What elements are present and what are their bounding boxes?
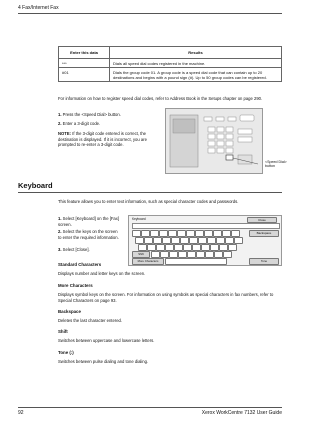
key[interactable]: [144, 237, 153, 244]
key[interactable]: [153, 237, 162, 244]
key[interactable]: [135, 237, 144, 244]
key[interactable]: [210, 244, 219, 251]
step-text: Select the keys on the screen to enter the required information.: [58, 229, 119, 240]
subsection-title: Backspace: [58, 309, 81, 314]
step-2: [58, 121, 158, 127]
key[interactable]: [178, 251, 187, 258]
key[interactable]: [186, 230, 195, 237]
subsection-text: Displays number and letter keys on the screen.: [58, 271, 146, 276]
tone-button[interactable]: Tone: [249, 258, 279, 265]
subsection-text: Switches between uppercase and lowercase letters.: [58, 338, 155, 343]
subsection-text: Displays symbol keys on the screen. For information on using symbols as special characters in fax numbers, refer to Special Characters on page 93.: [58, 292, 274, 303]
key[interactable]: [180, 237, 189, 244]
key[interactable]: [234, 237, 243, 244]
page-number: 92: [18, 410, 24, 416]
key[interactable]: [132, 230, 141, 237]
space-bar[interactable]: [165, 258, 227, 265]
kb-step-1: [58, 216, 122, 227]
section-title-keyboard: Keyboard: [18, 181, 53, 190]
shift-button[interactable]: Shift: [132, 251, 150, 258]
key[interactable]: [156, 244, 165, 251]
key[interactable]: [213, 230, 222, 237]
key[interactable]: [160, 251, 169, 258]
key[interactable]: [231, 230, 240, 237]
step-text: Select [Keyboard] on the [Fax] screen.: [58, 216, 120, 227]
step-number: 2.: [58, 229, 62, 234]
table-header-results: Results: [110, 47, 282, 59]
intro-paragraph: For information on how to register speed dial codes, refer to Address Book in the Setups chapter on page 290.: [58, 96, 263, 101]
key[interactable]: [192, 244, 201, 251]
table-cell-data: #01: [59, 68, 110, 82]
text-entry-field[interactable]: [132, 223, 280, 229]
key[interactable]: [187, 251, 196, 258]
subsection-title: Tone (:): [58, 350, 74, 355]
backspace-button[interactable]: Backspace: [249, 230, 279, 237]
key[interactable]: [222, 230, 231, 237]
key[interactable]: [228, 244, 237, 251]
control-panel-illustration: [166, 109, 262, 173]
key[interactable]: [174, 244, 183, 251]
table-header-row: [59, 47, 282, 59]
key[interactable]: [168, 230, 177, 237]
key[interactable]: [151, 251, 160, 258]
step-text: Press the <Speed Dial> button.: [62, 112, 121, 117]
control-panel-figure: [165, 108, 263, 174]
more-characters-button[interactable]: More Characters: [132, 258, 164, 265]
subsection-title: More Characters: [58, 283, 93, 288]
subsection-text: Switches between pulse dialing and tone dialing.: [58, 359, 149, 364]
step-number: 3.: [58, 247, 62, 252]
key[interactable]: [207, 237, 216, 244]
step-text: Select [Close].: [62, 247, 90, 252]
key[interactable]: [177, 230, 186, 237]
speed-dial-callout: <Speed Dial> button: [265, 160, 287, 168]
guide-title: Xerox WorkCentre 7132 User Guide: [201, 410, 282, 416]
key[interactable]: [138, 244, 147, 251]
table-header-data: Enter this data: [59, 47, 110, 59]
table-cell-result: Dials the group code 01. A group code is a speed dial code that can contain up to 20 destinations and begins with a pound sign (#). Up to 50 group codes can be registered.: [110, 68, 282, 82]
table-cell-result: Dials all speed dial codes registered in the machine.: [110, 59, 282, 68]
key[interactable]: [223, 251, 232, 258]
key[interactable]: [225, 237, 234, 244]
step-text: Enter a 3-digit code.: [62, 121, 101, 126]
key[interactable]: [189, 237, 198, 244]
subsection-title: Shift: [58, 329, 68, 334]
table-cell-data: ***: [59, 59, 110, 68]
step-number: 2.: [58, 121, 62, 126]
note-label: NOTE:: [58, 131, 72, 136]
step-1: [58, 112, 158, 118]
results-table: [58, 46, 282, 82]
step-number: 1.: [58, 112, 62, 117]
key[interactable]: [214, 251, 223, 258]
kb-step-2: [58, 229, 122, 240]
key[interactable]: [204, 230, 213, 237]
key[interactable]: [147, 244, 156, 251]
step-number: 1.: [58, 216, 62, 221]
key[interactable]: [169, 251, 178, 258]
key[interactable]: [196, 251, 205, 258]
subsection-title: Standard Characters: [58, 262, 102, 267]
key[interactable]: [165, 244, 174, 251]
kb-step-3: [58, 247, 122, 253]
footer-rule: [18, 407, 282, 408]
subsection-text: Deletes the last character entered.: [58, 318, 123, 323]
table-row: [59, 68, 282, 82]
key[interactable]: [150, 230, 159, 237]
running-header: 4 Fax/Internet Fax: [18, 5, 59, 11]
key[interactable]: [162, 237, 171, 244]
key[interactable]: [141, 230, 150, 237]
header-rule: [18, 13, 282, 14]
keyboard-screen-figure: [128, 215, 282, 266]
key[interactable]: [216, 237, 225, 244]
key[interactable]: [219, 244, 228, 251]
close-button[interactable]: Close: [247, 217, 277, 223]
key[interactable]: [159, 230, 168, 237]
key[interactable]: [195, 230, 204, 237]
key[interactable]: [205, 251, 214, 258]
key[interactable]: [183, 244, 192, 251]
keyboard-intro: This feature allows you to enter text information, such as special character codes and passwords.: [58, 199, 239, 204]
key[interactable]: [171, 237, 180, 244]
note-text: If the 3-digit code entered is correct, the destination is displayed. If it is incorrect, you are prompted to re-enter a 3-digit code.: [58, 131, 147, 148]
section-rule: [18, 192, 282, 193]
key[interactable]: [198, 237, 207, 244]
key[interactable]: [201, 244, 210, 251]
keyboard-screen-title: Keyboard: [132, 217, 146, 221]
table-row: [59, 59, 282, 68]
note-paragraph: [58, 131, 158, 148]
